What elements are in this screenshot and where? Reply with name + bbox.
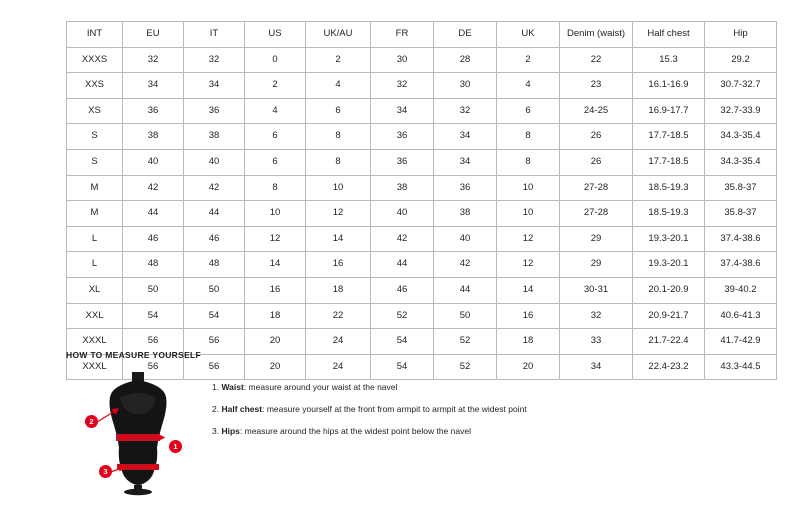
instruction-number: 2. [212, 404, 220, 415]
cell-uk-au: 14 [306, 226, 371, 252]
cell-eu: 34 [123, 73, 184, 99]
cell-uk: 10 [497, 201, 560, 227]
cell-fr: 30 [371, 47, 434, 73]
cell-half-chest: 16.1-16.9 [633, 73, 705, 99]
cell-de: 30 [434, 73, 497, 99]
list-item [212, 404, 527, 414]
cell-hip: 43.3-44.5 [705, 354, 777, 380]
cell-us: 20 [245, 329, 306, 355]
cell-us: 2 [245, 73, 306, 99]
size-chart-table [66, 21, 777, 380]
table-row [67, 201, 777, 227]
cell-hip: 30.7-32.7 [705, 73, 777, 99]
cell-uk: 14 [497, 277, 560, 303]
cell-de: 52 [434, 354, 497, 380]
cell-uk: 12 [497, 252, 560, 278]
instruction-text: : measure yourself at the front from armpit to armpit at the widest point [262, 404, 527, 415]
cell-it: 40 [184, 149, 245, 175]
column-header-uk-au: UK/AU [306, 22, 371, 48]
mannequin-figure [84, 368, 194, 498]
cell-half-chest: 18.5-19.3 [633, 201, 705, 227]
cell-denim-waist: 34 [560, 354, 633, 380]
column-header-us: US [245, 22, 306, 48]
cell-hip: 37.4-38.6 [705, 226, 777, 252]
cell-fr: 40 [371, 201, 434, 227]
cell-half-chest: 19.3-20.1 [633, 226, 705, 252]
column-header-half-chest: Half chest [633, 22, 705, 48]
cell-de: 32 [434, 98, 497, 124]
cell-eu: 40 [123, 149, 184, 175]
cell-half-chest: 16.9-17.7 [633, 98, 705, 124]
cell-int: S [67, 124, 123, 150]
column-header-it: IT [184, 22, 245, 48]
cell-de: 40 [434, 226, 497, 252]
cell-eu: 32 [123, 47, 184, 73]
column-header-fr: FR [371, 22, 434, 48]
cell-us: 18 [245, 303, 306, 329]
cell-it: 56 [184, 354, 245, 380]
cell-half-chest: 21.7-22.4 [633, 329, 705, 355]
cell-de: 28 [434, 47, 497, 73]
cell-fr: 36 [371, 149, 434, 175]
cell-de: 36 [434, 175, 497, 201]
cell-int: XXXS [67, 47, 123, 73]
cell-denim-waist: 24-25 [560, 98, 633, 124]
cell-us: 6 [245, 124, 306, 150]
cell-us: 14 [245, 252, 306, 278]
table-row [67, 252, 777, 278]
cell-int: XL [67, 277, 123, 303]
cell-int: S [67, 149, 123, 175]
cell-eu: 44 [123, 201, 184, 227]
how-to-measure-section [66, 350, 732, 498]
cell-fr: 38 [371, 175, 434, 201]
cell-half-chest: 22.4-23.2 [633, 354, 705, 380]
cell-it: 54 [184, 303, 245, 329]
list-item [212, 382, 527, 392]
table-row [67, 226, 777, 252]
column-header-uk: UK [497, 22, 560, 48]
cell-it: 56 [184, 329, 245, 355]
cell-hip: 35.8-37 [705, 201, 777, 227]
cell-hip: 41.7-42.9 [705, 329, 777, 355]
cell-denim-waist: 29 [560, 226, 633, 252]
cell-int: XXXL [67, 354, 123, 380]
cell-uk: 10 [497, 175, 560, 201]
cell-uk: 18 [497, 329, 560, 355]
cell-uk-au: 18 [306, 277, 371, 303]
cell-us: 6 [245, 149, 306, 175]
cell-uk-au: 24 [306, 329, 371, 355]
cell-denim-waist: 32 [560, 303, 633, 329]
cell-uk-au: 8 [306, 124, 371, 150]
cell-uk-au: 4 [306, 73, 371, 99]
cell-eu: 48 [123, 252, 184, 278]
cell-it: 50 [184, 277, 245, 303]
cell-denim-waist: 23 [560, 73, 633, 99]
cell-us: 4 [245, 98, 306, 124]
cell-uk: 8 [497, 149, 560, 175]
cell-uk: 20 [497, 354, 560, 380]
cell-it: 46 [184, 226, 245, 252]
table-row [67, 303, 777, 329]
cell-hip: 35.8-37 [705, 175, 777, 201]
instruction-number: 3. [212, 426, 220, 437]
cell-uk-au: 6 [306, 98, 371, 124]
cell-de: 50 [434, 303, 497, 329]
cell-int: M [67, 201, 123, 227]
cell-uk-au: 8 [306, 149, 371, 175]
cell-uk: 12 [497, 226, 560, 252]
cell-us: 12 [245, 226, 306, 252]
cell-it: 48 [184, 252, 245, 278]
cell-it: 32 [184, 47, 245, 73]
cell-fr: 34 [371, 98, 434, 124]
cell-uk: 2 [497, 47, 560, 73]
cell-eu: 46 [123, 226, 184, 252]
cell-fr: 42 [371, 226, 434, 252]
marker-1: 1 [169, 440, 182, 453]
cell-half-chest: 20.1-20.9 [633, 277, 705, 303]
cell-hip: 32.7-33.9 [705, 98, 777, 124]
cell-uk-au: 24 [306, 354, 371, 380]
cell-hip: 29.2 [705, 47, 777, 73]
cell-half-chest: 19.3-20.1 [633, 252, 705, 278]
instruction-term: Half chest [221, 404, 263, 415]
table-row [67, 98, 777, 124]
table-row [67, 47, 777, 73]
column-header-de: DE [434, 22, 497, 48]
cell-eu: 42 [123, 175, 184, 201]
cell-it: 36 [184, 98, 245, 124]
list-item [212, 426, 527, 436]
cell-uk: 8 [497, 124, 560, 150]
cell-hip: 40.6-41.3 [705, 303, 777, 329]
instruction-text: : measure around the hips at the widest point below the navel [239, 426, 471, 437]
cell-us: 16 [245, 277, 306, 303]
table-row [67, 124, 777, 150]
instruction-number: 1. [212, 382, 220, 392]
cell-fr: 44 [371, 252, 434, 278]
marker-3: 3 [99, 465, 112, 478]
how-to-measure-body [66, 368, 732, 498]
cell-int: XXXL [67, 329, 123, 355]
cell-denim-waist: 30-31 [560, 277, 633, 303]
mannequin-illustration [84, 368, 194, 498]
instruction-text: : measure around your waist at the navel [243, 382, 398, 392]
cell-eu: 36 [123, 98, 184, 124]
cell-it: 34 [184, 73, 245, 99]
table-row [67, 175, 777, 201]
cell-us: 0 [245, 47, 306, 73]
cell-hip: 37.4-38.6 [705, 252, 777, 278]
cell-de: 34 [434, 149, 497, 175]
cell-denim-waist: 22 [560, 47, 633, 73]
cell-int: XXL [67, 303, 123, 329]
cell-uk: 4 [497, 73, 560, 99]
cell-it: 38 [184, 124, 245, 150]
table-row [67, 277, 777, 303]
cell-us: 8 [245, 175, 306, 201]
cell-uk: 16 [497, 303, 560, 329]
cell-int: XS [67, 98, 123, 124]
cell-de: 42 [434, 252, 497, 278]
instruction-term: Hips [221, 426, 240, 437]
cell-half-chest: 15.3 [633, 47, 705, 73]
cell-int: XXS [67, 73, 123, 99]
cell-hip: 34.3-35.4 [705, 149, 777, 175]
cell-uk: 6 [497, 98, 560, 124]
cell-hip: 34.3-35.4 [705, 124, 777, 150]
cell-denim-waist: 33 [560, 329, 633, 355]
column-header-hip: Hip [705, 22, 777, 48]
cell-de: 44 [434, 277, 497, 303]
cell-eu: 50 [123, 277, 184, 303]
cell-int: L [67, 226, 123, 252]
table-body [67, 47, 777, 380]
cell-half-chest: 17.7-18.5 [633, 149, 705, 175]
cell-int: M [67, 175, 123, 201]
cell-half-chest: 18.5-19.3 [633, 175, 705, 201]
cell-eu: 38 [123, 124, 184, 150]
cell-fr: 52 [371, 303, 434, 329]
table-header-row [67, 22, 777, 48]
cell-half-chest: 17.7-18.5 [633, 124, 705, 150]
cell-uk-au: 22 [306, 303, 371, 329]
how-to-measure-title: HOW TO MEASURE YOURSELF [66, 350, 202, 360]
marker-2: 2 [85, 415, 98, 428]
cell-us: 10 [245, 201, 306, 227]
cell-de: 38 [434, 201, 497, 227]
cell-denim-waist: 27-28 [560, 201, 633, 227]
cell-uk-au: 10 [306, 175, 371, 201]
instruction-term: Waist [221, 382, 244, 392]
cell-eu: 56 [123, 354, 184, 380]
cell-fr: 54 [371, 329, 434, 355]
table-row [67, 149, 777, 175]
cell-fr: 36 [371, 124, 434, 150]
cell-uk-au: 2 [306, 47, 371, 73]
cell-fr: 54 [371, 354, 434, 380]
cell-hip: 39-40.2 [705, 277, 777, 303]
measure-instructions-list [212, 382, 527, 449]
table-row [67, 73, 777, 99]
cell-it: 42 [184, 175, 245, 201]
cell-us: 20 [245, 354, 306, 380]
cell-half-chest: 20.9-21.7 [633, 303, 705, 329]
cell-de: 34 [434, 124, 497, 150]
cell-denim-waist: 29 [560, 252, 633, 278]
cell-int: L [67, 252, 123, 278]
cell-uk-au: 16 [306, 252, 371, 278]
cell-it: 44 [184, 201, 245, 227]
column-header-denim-waist: Denim (waist) [560, 22, 633, 48]
cell-denim-waist: 26 [560, 149, 633, 175]
cell-denim-waist: 26 [560, 124, 633, 150]
size-chart-container [66, 21, 761, 380]
cell-eu: 54 [123, 303, 184, 329]
column-header-int: INT [67, 22, 123, 48]
cell-fr: 32 [371, 73, 434, 99]
column-header-eu: EU [123, 22, 184, 48]
cell-fr: 46 [371, 277, 434, 303]
cell-uk-au: 12 [306, 201, 371, 227]
cell-de: 52 [434, 329, 497, 355]
cell-eu: 56 [123, 329, 184, 355]
cell-denim-waist: 27-28 [560, 175, 633, 201]
